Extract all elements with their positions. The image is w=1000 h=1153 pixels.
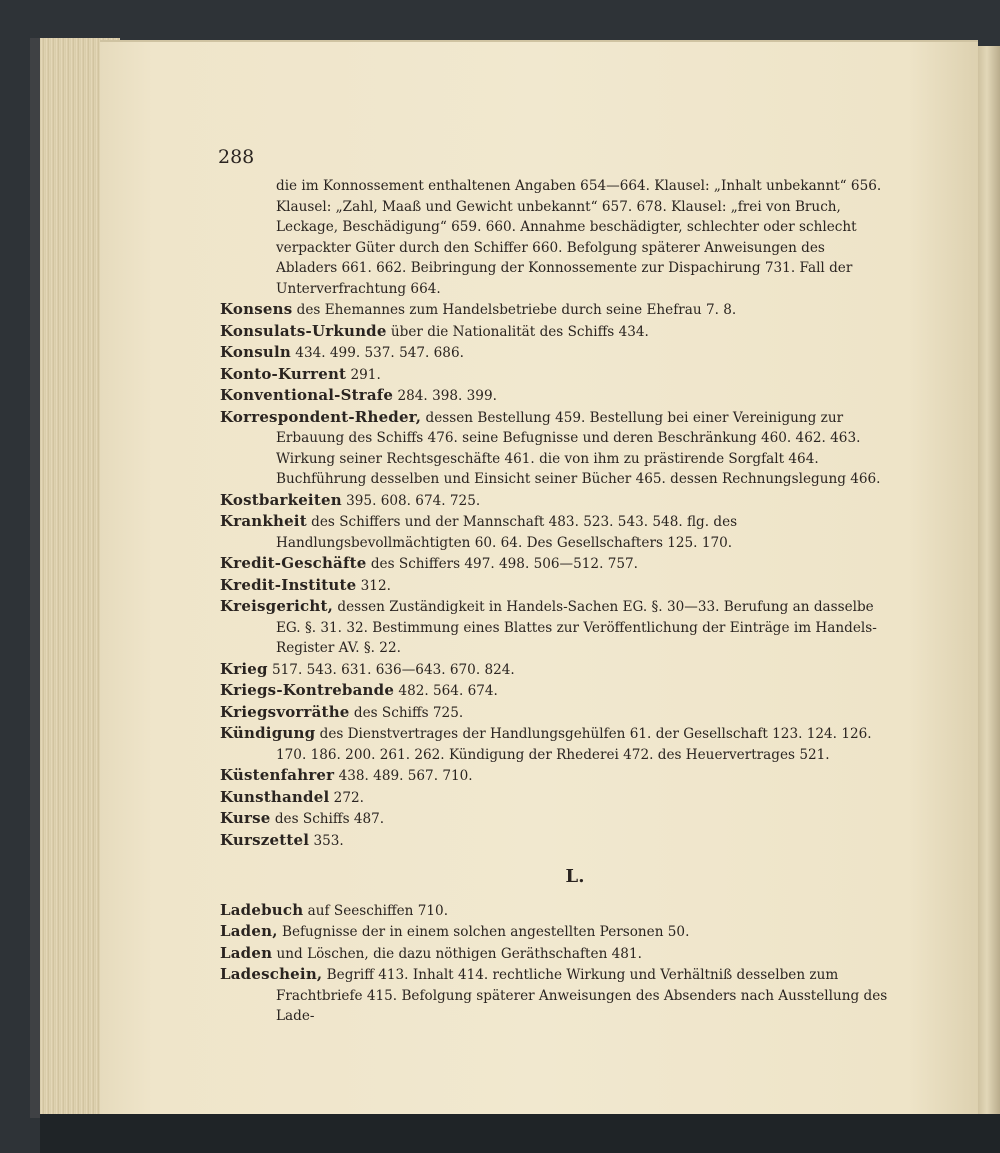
- entry-text: 517. 543. 631. 636—643. 670. 824.: [267, 661, 515, 678]
- entry-headword: Kreisgericht,: [220, 597, 334, 615]
- entry-headword: Konto-Kurrent: [220, 364, 347, 383]
- index-entry: [220, 702, 890, 724]
- entry-text: 284. 398. 399.: [393, 388, 497, 404]
- entry-text: über die Nationalität des Schiffs 434.: [386, 323, 649, 340]
- index-entry: [220, 407, 890, 490]
- entry-text: 482. 564. 674.: [394, 683, 498, 699]
- entry-headword: Küstenfahrer: [220, 766, 335, 784]
- entry-text: und Löschen, die dazu nöthigen Geräthschaften 481.: [272, 945, 642, 962]
- index-entry: [220, 921, 890, 943]
- entry-text: 312.: [356, 577, 391, 594]
- index-entry: [220, 964, 890, 1027]
- entry-text: die im Konnossement enthaltenen Angaben 654—664. Klausel: „Inhalt unbekannt“ 656. Klausel: „Zahl, Maaß und Gewicht unbekannt“ 657. 678. Klausel: „frei von Bruch, Leckage, Beschädigung“ 659. 660. Annahme beschädigter, schlechter oder schlecht verpackter Güter durch den Schiffer 660. Befolgung späterer Anweisungen des Abladers 661. 662. Beibringung der Konnossemente zur Dispachirung 731. Fall der Unterverfrachtung 664.: [276, 178, 882, 297]
- index-list-k: [220, 176, 890, 851]
- index-entry: [220, 765, 890, 787]
- entry-headword: Kredit-Institute: [220, 575, 357, 594]
- index-entry: [220, 575, 890, 597]
- index-entry: [220, 385, 890, 407]
- entry-headword: Ladebuch: [220, 900, 304, 919]
- index-list-l: [220, 900, 890, 1027]
- entry-headword: Kunsthandel: [220, 787, 330, 806]
- entry-text: auf Seeschiffen 710.: [303, 902, 449, 919]
- index-entry: [220, 511, 890, 553]
- entry-text: 353.: [309, 832, 344, 849]
- index-entry: [220, 680, 890, 702]
- entry-headword: Kriegs-Kontrebande: [220, 681, 395, 699]
- index-entries: [220, 176, 890, 1027]
- entry-headword: Ladeschein,: [220, 965, 323, 983]
- entry-headword: Konsuln: [220, 343, 291, 361]
- background-bottom: [40, 1114, 1000, 1153]
- entry-text: des Dienstvertrages der Handlungsgehülfen 61. der Gesellschaft 123. 124. 126. 170. 186. 200. 261. 262. Kündigung der Rhederei 472. des Heuervertrages 521.: [276, 726, 872, 763]
- index-entry: [220, 321, 890, 343]
- entry-text: 434. 499. 537. 547. 686.: [290, 345, 464, 361]
- index-entry: [220, 808, 890, 830]
- index-entry: [220, 553, 890, 575]
- index-entry: [220, 830, 890, 852]
- entry-text: 438. 489. 567. 710.: [334, 768, 473, 784]
- entry-headword: Korrespondent-Rheder,: [220, 407, 422, 426]
- entry-headword: Laden,: [220, 922, 278, 940]
- index-entry: [220, 659, 890, 681]
- entry-text: 272.: [329, 789, 364, 806]
- index-entry: [220, 723, 890, 765]
- entry-headword: Konventional-Strafe: [220, 386, 394, 404]
- entry-headword: Krieg: [220, 659, 268, 678]
- index-entry: [220, 900, 890, 922]
- entry-headword: Kostbarkeiten: [220, 490, 342, 509]
- page-number: 288: [218, 146, 255, 168]
- entry-text: Begriff 413. Inhalt 414. rechtliche Wirkung und Verhältniß desselben zum Frachtbriefe 415. Befolgung späterer Anweisungen des Absenders nach Ausstellung des Lade-: [276, 967, 888, 1024]
- index-entry: [220, 490, 890, 512]
- entry-text: Befugnisse der in einem solchen angestellten Personen 50.: [277, 924, 690, 940]
- entry-headword: Krankheit: [220, 512, 307, 530]
- index-entry: [220, 943, 890, 965]
- index-entry: [220, 787, 890, 809]
- entry-text: des Schiffs 487.: [270, 811, 385, 827]
- entry-text: 291.: [346, 366, 381, 383]
- entry-text: des Schiffers und der Mannschaft 483. 523. 543. 548. flg. des Handlungsbevollmächtigten 60. 64. Des Gesellschafters 125. 170.: [276, 514, 738, 551]
- entry-headword: Konsens: [220, 300, 293, 318]
- entry-headword: Kurse: [220, 809, 271, 827]
- facing-page-edge: [978, 46, 1000, 1116]
- section-letter-heading: L.: [565, 866, 585, 887]
- entry-headword: Kredit-Geschäfte: [220, 554, 367, 572]
- entry-headword: Kündigung: [220, 724, 316, 742]
- entry-headword: Kurszettel: [220, 830, 310, 849]
- index-entry: [220, 596, 890, 659]
- entry-headword: Laden: [220, 943, 273, 962]
- entry-headword: Kriegsvorräthe: [220, 702, 350, 721]
- entry-text: dessen Bestellung 459. Bestellung bei einer Vereinigung zur Erbauung des Schiffs 476. seine Befugnisse und deren Beschränkung 460. 462. 463. Wirkung seiner Rechtsgeschäfte 461. die von ihm zu prästirende Sorgfalt 464. Buchführung desselben und Einsicht seiner Bücher 465. dessen Rechnungslegung 466.: [276, 409, 881, 487]
- index-entry: [220, 176, 890, 299]
- entry-text: dessen Zuständigkeit in Handels-Sachen EG. §. 30—33. Berufung an dasselbe EG. §. 31. 32. Bestimmung eines Blattes zur Veröffentlichung der Einträge im Handels-Register AV. §. 22.: [276, 599, 877, 656]
- entry-text: des Schiffs 725.: [349, 704, 464, 721]
- entry-text: des Schiffers 497. 498. 506—512. 757.: [366, 556, 638, 572]
- entry-text: 395. 608. 674. 725.: [341, 492, 481, 509]
- index-entry: [220, 364, 890, 386]
- index-entry: [220, 299, 890, 321]
- index-entry: [220, 342, 890, 364]
- entry-text: des Ehemannes zum Handelsbetriebe durch seine Ehefrau 7. 8.: [292, 302, 737, 318]
- entry-headword: Konsulats-Urkunde: [220, 321, 387, 340]
